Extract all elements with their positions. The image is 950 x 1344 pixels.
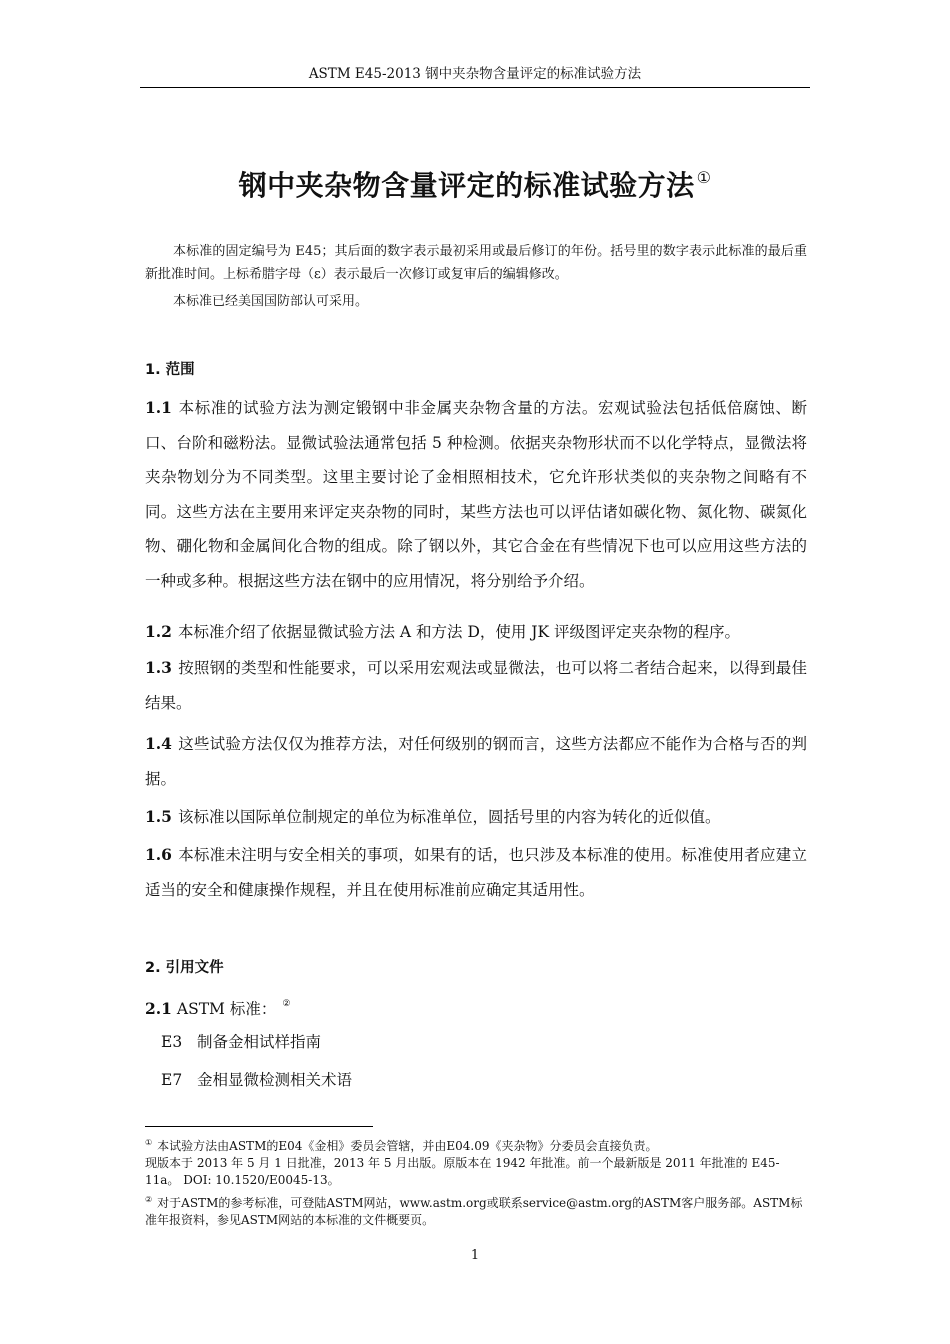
clause-number: 1.2: [145, 622, 172, 641]
clause-number: 1.6: [145, 845, 172, 864]
clause-text: 该标准以国际单位制规定的单位为标准单位，圆括号里的内容为转化的近似值。: [177, 808, 721, 826]
footnote-rule: [145, 1126, 373, 1127]
page-number: 1: [470, 1248, 480, 1263]
clause-number: 1.1: [145, 398, 172, 417]
clause-number: 1.5: [145, 807, 172, 826]
title-footnote-mark[interactable]: ①: [696, 168, 712, 187]
intro-paragraph-1: 本标准的固定编号为 E45；其后面的数字表示最初采用或最后修订的年份。括号里的数字表示此标准的最后重新批准时间。上标希腊字母（ε）表示最后一次修订或复审后的编辑修改。: [145, 244, 807, 282]
section-1-heading: 1. 范围: [145, 362, 195, 378]
clause-text: ASTM 标准：: [176, 1000, 277, 1018]
running-header: ASTM E45-2013 钢中夹杂物含量评定的标准试验方法: [308, 66, 642, 82]
clause-1-2: [145, 615, 807, 650]
clause-2-1: [145, 993, 290, 1020]
section-2-heading: 2. 引用文件: [145, 960, 224, 976]
reference-title: 金相显微检测相关术语: [197, 1071, 353, 1089]
footnote-2: [145, 1191, 810, 1229]
clause-number: 1.3: [145, 658, 172, 677]
footnote-mark: ①: [145, 1138, 153, 1147]
footnote-text: 对于ASTM的参考标准，可登陆ASTM网站，www.astm.org或联系service@astm.org的ASTM客户服务部。ASTM标准年报资料，参见ASTM网站的本标准的文件概要页。: [145, 1196, 803, 1227]
clause-number: 2.1: [145, 999, 172, 1018]
footnote-1-continued: 现版本于 2013 年 5 月 1 日批准，2013 年 5 月出版。原版本在 1942 年批准。前一个最新版是 2011 年批准的 E45-11a。 DOI: 10.1520/E0045-13。: [145, 1156, 780, 1187]
clause-text: 本标准介绍了依据显微试验方法 A 和方法 D，使用 JK 评级图评定夹杂物的程序。: [177, 623, 741, 641]
clause-1-5: [145, 800, 807, 835]
footnote-mark[interactable]: ②: [282, 999, 291, 1009]
reference-code: E7: [161, 1071, 183, 1089]
footnote-1: [145, 1134, 810, 1155]
clause-text: 本标准未注明与安全相关的事项，如果有的话，也只涉及本标准的使用。标准使用者应建立适当的安全和健康操作规程，并且在使用标准前应确定其适用性。: [145, 846, 807, 899]
clause-text: 按照钢的类型和性能要求，可以采用宏观法或显微法，也可以将二者结合起来，以得到最佳结果。: [145, 659, 807, 712]
reference-item: [161, 1069, 352, 1091]
title-text: 钢中夹杂物含量评定的标准试验方法: [238, 169, 695, 202]
clause-text: 这些试验方法仅仅为推荐方法，对任何级别的钢而言，这些方法都应不能作为合格与否的判据。: [145, 735, 807, 788]
footnote-text: 本试验方法由ASTM的E04《金相》委员会管辖，并由E04.09《夹杂物》分委员会直接负责。: [157, 1139, 658, 1153]
reference-title: 制备金相试样指南: [197, 1033, 322, 1051]
clause-1-1: [145, 391, 807, 598]
header-rule: [140, 87, 810, 88]
clause-1-4: [145, 727, 807, 796]
reference-item: [161, 1031, 321, 1053]
intro-paragraph-2: 本标准已经美国国防部认可采用。: [173, 294, 369, 309]
reference-code: E3: [161, 1033, 183, 1051]
clause-1-3: [145, 651, 807, 720]
clause-text: 本标准的试验方法为测定锻钢中非金属夹杂物含量的方法。宏观试验法包括低倍腐蚀、断口、台阶和磁粉法。显微试验法通常包括 5 种检测。依据夹杂物形状而不以化学特点，显微法将夹杂物划分为不同类型。这里主要讨论了金相照相技术，它允许形状类似的夹杂物之间略有不同。这些方法在主要用来评定夹杂物的同时，某些方法也可以评估诸如碳化物、氮化物、碳氮化物、硼化物和金属间化合物的组成。除了钢以外，其它合金在有些情况下也可以应用这些方法的一种或多种。根据这些方法在钢中的应用情况，将分别给予介绍。: [145, 399, 807, 590]
clause-number: 1.4: [145, 734, 172, 753]
document-title: [100, 158, 850, 206]
footnote-mark: ②: [145, 1195, 153, 1204]
clause-1-6: [145, 838, 807, 907]
